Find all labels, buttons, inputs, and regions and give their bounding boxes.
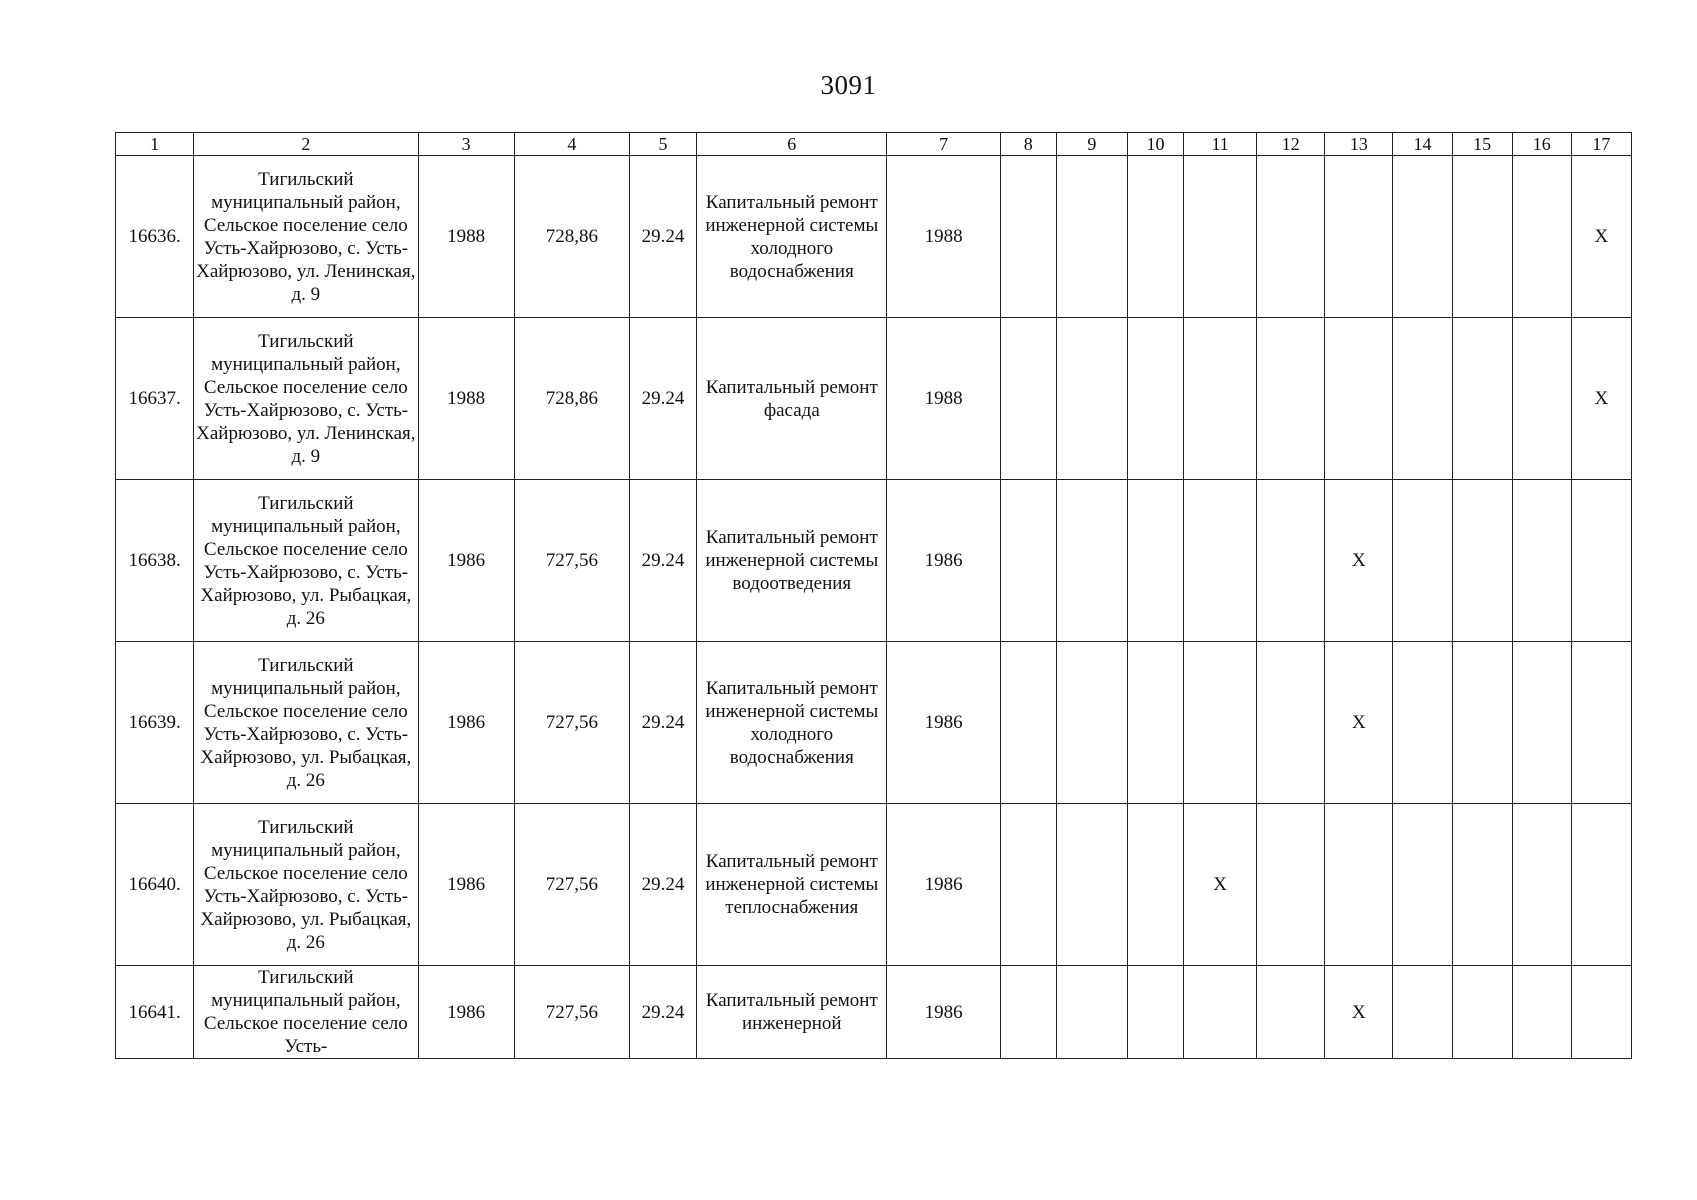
- address-cell: Тигильский муниципальный район, Сельское поселение село Усть-Хайрюзово, с. Усть-Хайрюзово, ул. Ленинская, д. 9: [194, 156, 418, 318]
- mark-cell: [1257, 156, 1325, 318]
- row-id: 16640.: [116, 804, 194, 966]
- address-cell: Тигильский муниципальный район, Сельское поселение село Усть-Хайрюзово, с. Усть-Хайрюзово, ул. Ленинская, д. 9: [194, 318, 418, 480]
- code-cell: 29.24: [629, 480, 696, 642]
- mark-cell: [1571, 642, 1631, 804]
- column-header: 9: [1056, 133, 1127, 156]
- table-row: [116, 966, 1632, 1059]
- column-header: 17: [1571, 133, 1631, 156]
- address-cell: Тигильский муниципальный район, Сельское поселение село Усть-Хайрюзово, с. Усть-Хайрюзово, ул. Рыбацкая, д. 26: [194, 642, 418, 804]
- column-header: 15: [1452, 133, 1512, 156]
- column-header: 7: [887, 133, 1000, 156]
- mark-cell: [1393, 804, 1452, 966]
- mark-cell: [1127, 318, 1183, 480]
- row-id: 16638.: [116, 480, 194, 642]
- mark-cell: [1184, 480, 1257, 642]
- mark-cell: X: [1325, 480, 1393, 642]
- mark-cell: [1127, 804, 1183, 966]
- mark-cell: [1452, 156, 1512, 318]
- code-cell: 29.24: [629, 156, 696, 318]
- mark-cell: [1184, 642, 1257, 804]
- mark-cell: [1393, 156, 1452, 318]
- mark-cell: [1257, 318, 1325, 480]
- column-header: 16: [1512, 133, 1571, 156]
- header-row: [116, 133, 1632, 156]
- column-header: 8: [1000, 133, 1056, 156]
- row-id: 16639.: [116, 642, 194, 804]
- mark-cell: [1571, 804, 1631, 966]
- column-header: 3: [418, 133, 514, 156]
- mark-cell: [1056, 804, 1127, 966]
- column-header: 4: [514, 133, 629, 156]
- table-row: [116, 156, 1632, 318]
- year-repair-cell: 1986: [887, 480, 1000, 642]
- mark-cell: [1512, 642, 1571, 804]
- work-type-cell: Капитальный ремонт инженерной: [697, 966, 887, 1059]
- register-table: [115, 132, 1632, 1059]
- row-id: 16636.: [116, 156, 194, 318]
- mark-cell: [1127, 480, 1183, 642]
- mark-cell: [1571, 480, 1631, 642]
- mark-cell: [1393, 480, 1452, 642]
- mark-cell: [1257, 480, 1325, 642]
- column-header: 10: [1127, 133, 1183, 156]
- mark-cell: [1257, 966, 1325, 1059]
- mark-cell: [1000, 318, 1056, 480]
- mark-cell: [1452, 642, 1512, 804]
- work-type-cell: Капитальный ремонт инженерной системы холодного водоснабжения: [697, 156, 887, 318]
- mark-cell: [1184, 966, 1257, 1059]
- page-number: 3091: [820, 70, 877, 100]
- table-row: [116, 804, 1632, 966]
- work-type-cell: Капитальный ремонт инженерной системы теплоснабжения: [697, 804, 887, 966]
- mark-cell: [1000, 966, 1056, 1059]
- column-header: 1: [116, 133, 194, 156]
- mark-cell: [1056, 318, 1127, 480]
- mark-cell: [1000, 804, 1056, 966]
- mark-cell: [1056, 156, 1127, 318]
- mark-cell: [1257, 804, 1325, 966]
- mark-cell: [1127, 966, 1183, 1059]
- mark-cell: [1000, 642, 1056, 804]
- area-cell: 727,56: [514, 480, 629, 642]
- row-id: 16637.: [116, 318, 194, 480]
- year-built-cell: 1988: [418, 156, 514, 318]
- mark-cell: [1393, 966, 1452, 1059]
- year-built-cell: 1986: [418, 966, 514, 1059]
- mark-cell: [1056, 642, 1127, 804]
- column-header: 14: [1393, 133, 1452, 156]
- code-cell: 29.24: [629, 318, 696, 480]
- mark-cell: [1000, 480, 1056, 642]
- year-repair-cell: 1988: [887, 318, 1000, 480]
- column-header: 2: [194, 133, 418, 156]
- mark-cell: [1452, 966, 1512, 1059]
- mark-cell: [1127, 642, 1183, 804]
- mark-cell: X: [1571, 318, 1631, 480]
- mark-cell: [1056, 966, 1127, 1059]
- column-header: 11: [1184, 133, 1257, 156]
- mark-cell: [1325, 156, 1393, 318]
- year-built-cell: 1986: [418, 480, 514, 642]
- row-id: 16641.: [116, 966, 194, 1059]
- year-repair-cell: 1988: [887, 156, 1000, 318]
- mark-cell: [1512, 804, 1571, 966]
- address-cell: Тигильский муниципальный район, Сельское поселение село Усть-: [194, 966, 418, 1059]
- code-cell: 29.24: [629, 966, 696, 1059]
- year-repair-cell: 1986: [887, 966, 1000, 1059]
- mark-cell: [1512, 966, 1571, 1059]
- area-cell: 728,86: [514, 318, 629, 480]
- year-repair-cell: 1986: [887, 642, 1000, 804]
- year-repair-cell: 1986: [887, 804, 1000, 966]
- mark-cell: [1393, 318, 1452, 480]
- mark-cell: [1452, 480, 1512, 642]
- area-cell: 728,86: [514, 156, 629, 318]
- address-cell: Тигильский муниципальный район, Сельское поселение село Усть-Хайрюзово, с. Усть-Хайрюзово, ул. Рыбацкая, д. 26: [194, 804, 418, 966]
- mark-cell: [1184, 318, 1257, 480]
- column-header: 13: [1325, 133, 1393, 156]
- mark-cell: X: [1325, 642, 1393, 804]
- mark-cell: [1000, 156, 1056, 318]
- work-type-cell: Капитальный ремонт фасада: [697, 318, 887, 480]
- area-cell: 727,56: [514, 642, 629, 804]
- mark-cell: [1512, 156, 1571, 318]
- mark-cell: [1452, 804, 1512, 966]
- mark-cell: [1393, 642, 1452, 804]
- year-built-cell: 1986: [418, 642, 514, 804]
- mark-cell: [1571, 966, 1631, 1059]
- address-cell: Тигильский муниципальный район, Сельское поселение село Усть-Хайрюзово, с. Усть-Хайрюзово, ул. Рыбацкая, д. 26: [194, 480, 418, 642]
- mark-cell: [1325, 804, 1393, 966]
- year-built-cell: 1986: [418, 804, 514, 966]
- mark-cell: [1452, 318, 1512, 480]
- work-type-cell: Капитальный ремонт инженерной системы водоотведения: [697, 480, 887, 642]
- code-cell: 29.24: [629, 804, 696, 966]
- table-row: [116, 480, 1632, 642]
- area-cell: 727,56: [514, 966, 629, 1059]
- mark-cell: [1127, 156, 1183, 318]
- mark-cell: [1512, 318, 1571, 480]
- mark-cell: [1325, 318, 1393, 480]
- mark-cell: X: [1571, 156, 1631, 318]
- mark-cell: X: [1184, 804, 1257, 966]
- column-header: 6: [697, 133, 887, 156]
- mark-cell: [1257, 642, 1325, 804]
- area-cell: 727,56: [514, 804, 629, 966]
- mark-cell: [1184, 156, 1257, 318]
- table-row: [116, 318, 1632, 480]
- mark-cell: [1512, 480, 1571, 642]
- work-type-cell: Капитальный ремонт инженерной системы холодного водоснабжения: [697, 642, 887, 804]
- year-built-cell: 1988: [418, 318, 514, 480]
- table-row: [116, 642, 1632, 804]
- mark-cell: X: [1325, 966, 1393, 1059]
- mark-cell: [1056, 480, 1127, 642]
- code-cell: 29.24: [629, 642, 696, 804]
- column-header: 12: [1257, 133, 1325, 156]
- column-header: 5: [629, 133, 696, 156]
